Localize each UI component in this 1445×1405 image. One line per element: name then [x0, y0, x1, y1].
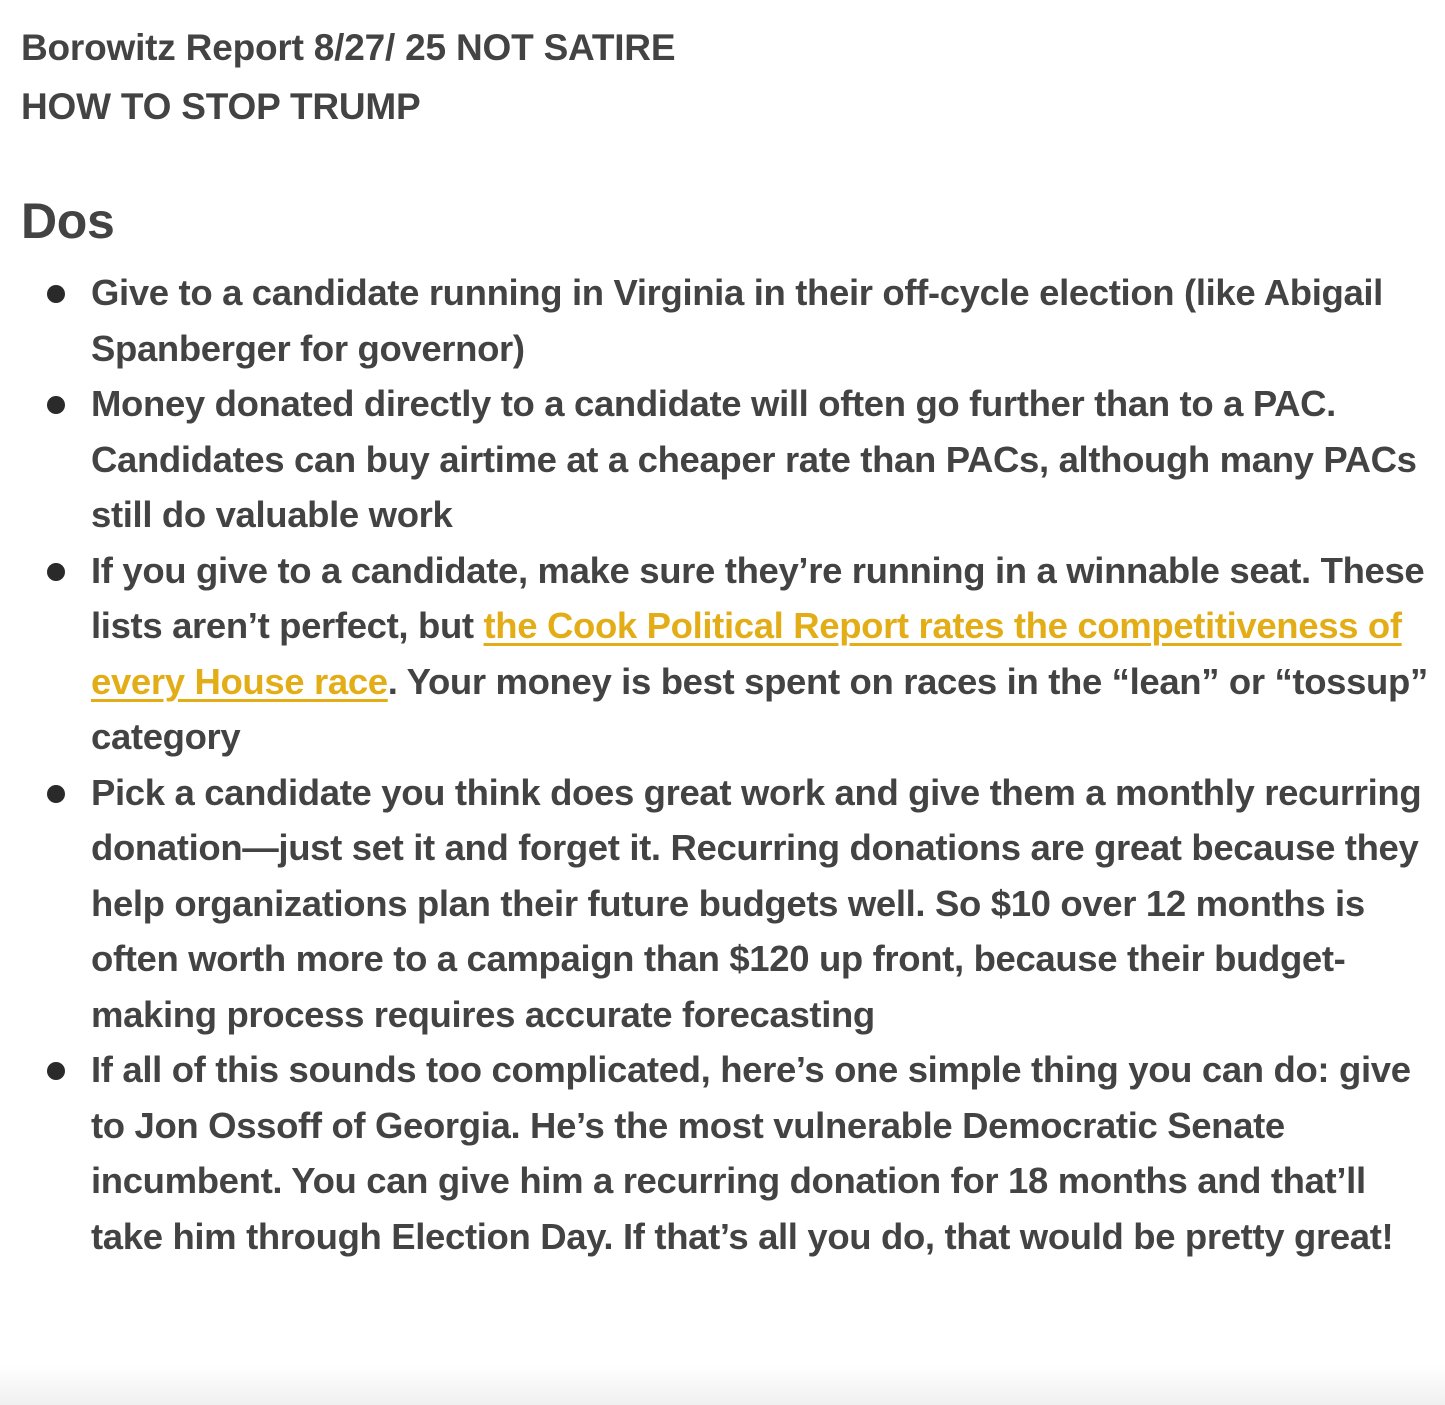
list-item-text-after-link: . Your money is best spent on races in the “lean” or “tossup” category [91, 660, 1428, 757]
list-item [21, 765, 1431, 1043]
bullet-icon [47, 1062, 65, 1080]
report-subtitle: HOW TO STOP TRUMP [21, 86, 421, 127]
dos-list [21, 265, 1431, 1264]
list-item [21, 376, 1431, 543]
list-item [21, 265, 1431, 376]
section-heading-dos: Dos [21, 193, 115, 249]
bullet-icon [47, 285, 65, 303]
note-body [21, 18, 1431, 1264]
bottom-edge-shadow [0, 1365, 1445, 1405]
bullet-icon [47, 785, 65, 803]
list-item [21, 543, 1431, 765]
list-item-text-before-link: If you give to a candidate, make sure they’re running in a winnable seat. These lists aren’t perfect, but [91, 549, 1425, 646]
list-item-text: Give to a candidate running in Virginia in their off-cycle election (like Abigail Spanberger for governor) [91, 272, 1383, 369]
cook-political-report-link[interactable]: the Cook Political Report rates the competitiveness of every House race [91, 605, 1402, 702]
list-item-text: Pick a candidate you think does great work and give them a monthly recurring donation—just set it and forget it. Recurring donations are great because they help organizations plan their future budgets well. So $10 over 12 months is often worth more to a campaign than $120 up front, because their budget-making process requires accurate forecasting [91, 771, 1422, 1035]
bullet-icon [47, 563, 65, 581]
list-item-text: Money donated directly to a candidate will often go further than to a PAC. Candidates can buy airtime at a cheaper rate than PACs, although many PACs still do valuable work [91, 383, 1417, 535]
list-item-text: If all of this sounds too complicated, here’s one simple thing you can do: give to Jon Ossoff of Georgia. He’s the most vulnerable Democratic Senate incumbent. You can give him a recurring donation for 18 months and that’ll take him through Election Day. If that’s all you do, that would be pretty great! [91, 1049, 1411, 1257]
report-title: Borowitz Report 8/27/ 25 NOT SATIRE [21, 27, 676, 68]
list-item [21, 1042, 1431, 1264]
bullet-icon [47, 396, 65, 414]
